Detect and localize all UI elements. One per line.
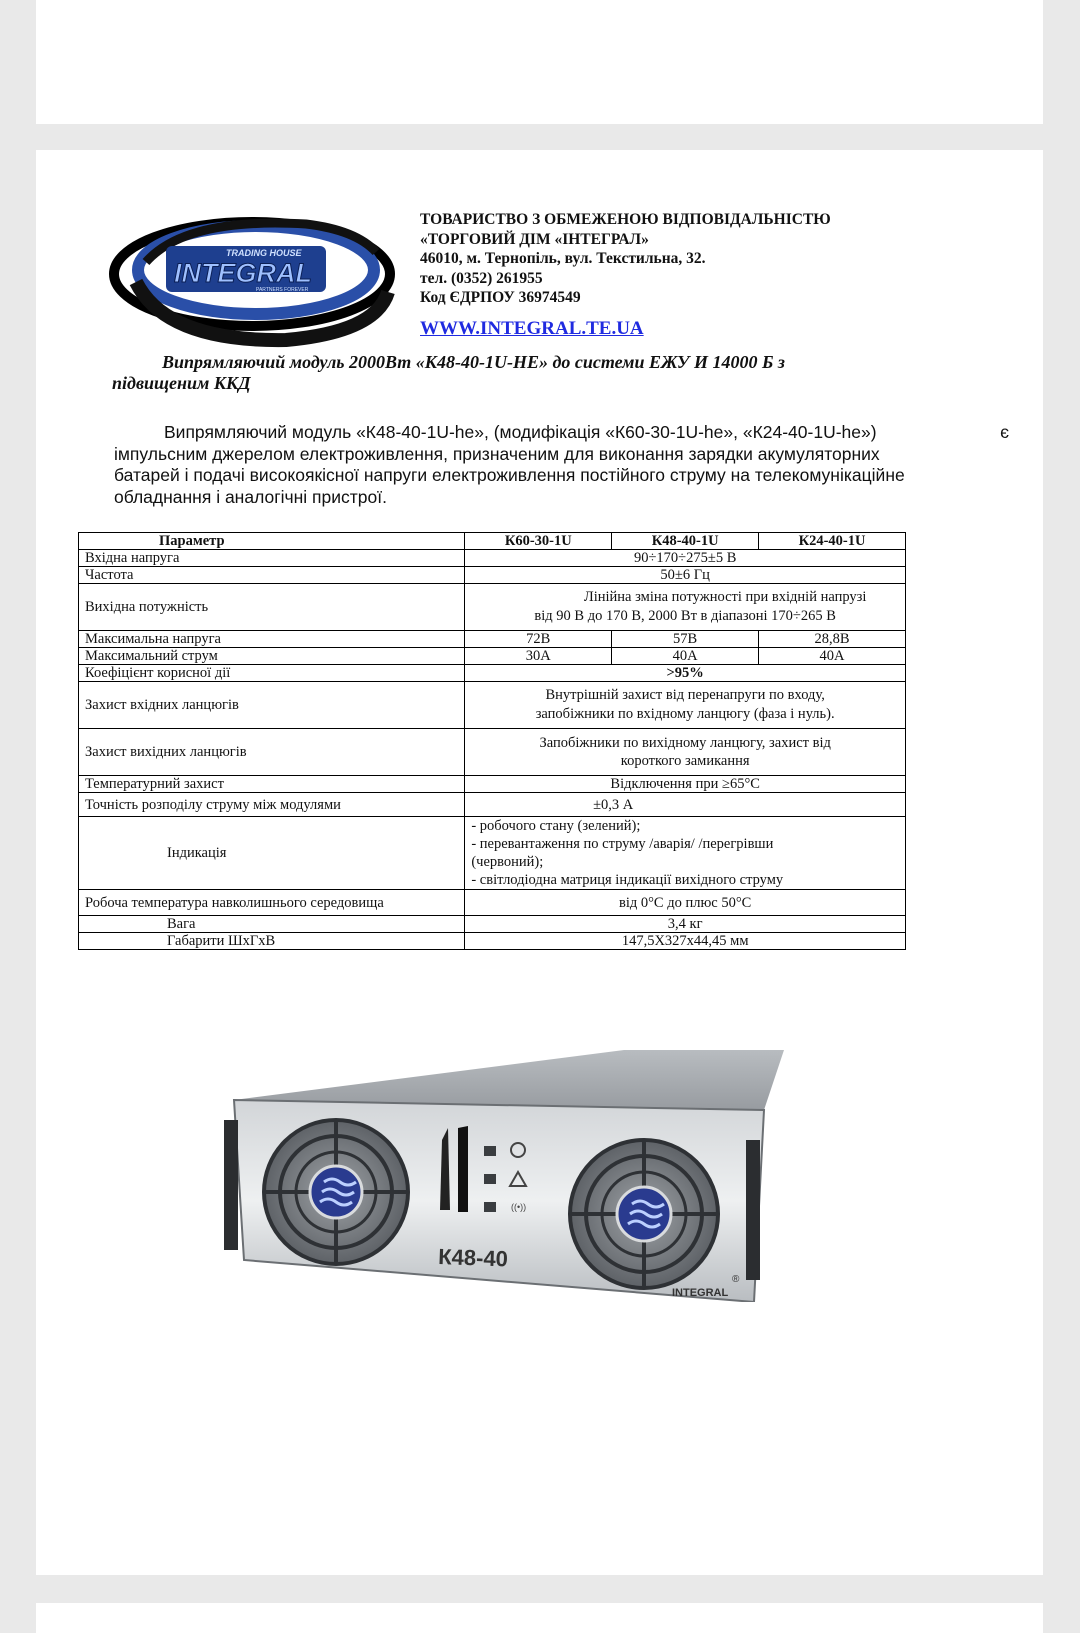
param-value-k60: 72В [465,631,612,648]
rectifier-module-photo [224,1050,784,1302]
company-info [420,210,980,308]
param-value: Внутрішній захист від перенапруги по входу, запобіжники по вхідному ланцюгу (фаза і нуль). [465,682,906,729]
registered-mark: ® [732,1274,740,1285]
logo-sub-text: PARTNERS FOREVER [256,287,309,293]
logo-top-text: TRADING HOUSE [226,248,302,258]
right-fan-icon [570,1140,718,1288]
previous-page [36,0,1043,124]
param-value: 50±6 Гц [465,567,906,584]
param-value: - робочого стану (зелений); - перевантаження по струму /аварія/ /перегрівши (червоний); - світлодіодна матриця індикації вихідного струму [465,817,906,890]
param-name: Коефіцієнт корисної дії [79,665,465,682]
title-line2: підвищеним ККД [112,373,251,393]
param-name: Частота [79,567,465,584]
header-k48: К48-40-1U [612,533,759,550]
table-row [79,665,906,682]
model-label: К48-40 [437,1244,509,1272]
next-page [36,1603,1043,1633]
param-name: Захист вихідних ланцюгів [79,729,465,776]
company-name-line2: «ТОРГОВИЙ ДІМ «ІНТЕГРАЛ» [420,230,649,248]
table-row [79,648,906,665]
integral-logo [106,212,398,352]
table-header-row [79,533,906,550]
intro-line1: Випрямляючий модуль «К48-40-1U-he», (модифікація «К60-30-1U-he», «К24-40-1U-he») є [164,422,1009,442]
param-value: 3,4 кг [465,916,906,933]
company-edrpou: Код ЄДРПОУ 36974549 [420,289,581,306]
table-row [79,890,906,916]
company-name-line1: ТОВАРИСТВО З ОБМЕЖЕНОЮ ВІДПОВІДАЛЬНІСТЮ [420,211,831,228]
table-row [79,817,906,890]
param-name: Точність розподілу струму між модулями [79,793,465,817]
param-value: Запобіжники по вихідному ланцюгу, захист від короткого замикання [465,729,906,776]
header-k60: К60-30-1U [465,533,612,550]
param-value: 147,5Х327х44,45 мм [465,933,906,950]
param-name: Вхідна напруга [79,550,465,567]
param-name: Температурний захист [79,776,465,793]
title-line1: Випрямляючий модуль 2000Вт «К48-40-1U-HE» до системи ЕЖУ И 14000 Б з [162,352,785,372]
param-name: Захист вхідних ланцюгів [79,682,465,729]
param-name: Максимальна напруга [79,631,465,648]
intro-paragraph [114,422,1009,508]
param-name: Вага [79,916,465,933]
param-name: Габарити ШхГхВ [79,933,465,950]
param-name: Індикація [79,817,465,890]
logo-main-text: INTEGRAL [174,258,312,288]
table-row [79,916,906,933]
param-value-k48: 57В [612,631,759,648]
table-row [79,567,906,584]
param-name: Робоча температура навколишнього середовища [79,890,465,916]
param-value-k60: 30А [465,648,612,665]
document-title [112,352,972,394]
intro-line4: обладнання і аналогічні пристрої. [114,486,387,507]
table-row [79,682,906,729]
company-address: 46010, м. Тернопіль, вул. Текстильна, 32. [420,250,706,267]
table-row [79,550,906,567]
param-value: 90÷170÷275±5 В [465,550,906,567]
svg-text:((•)): ((•)) [511,1202,527,1212]
brand-label: INTEGRAL [672,1287,729,1299]
left-fan-icon [264,1120,408,1264]
company-phone: тел. (0352) 261955 [420,269,543,287]
param-value: >95% [465,665,906,682]
param-value-k24: 28,8В [759,631,906,648]
param-value: від 0°С до плюс 50°С [465,890,906,916]
header-k24: К24-40-1U [759,533,906,550]
document-page [36,150,1043,1575]
header-parameter: Параметр [79,533,465,550]
specifications-table [78,532,906,950]
param-value-k48: 40А [612,648,759,665]
param-value-k24: 40А [759,648,906,665]
param-value: Лінійна зміна потужності при вхідній напрузі від 90 В до 170 В, 2000 Вт в діапазоні 170÷265 В [465,584,906,631]
table-row [79,933,906,950]
table-row [79,584,906,631]
table-row [79,729,906,776]
intro-line3: батарей і подачі високоякісної напруги електроживлення постійного струму на телекомунікаційне [114,465,905,485]
table-row [79,631,906,648]
table-row [79,793,906,817]
param-value: ±0,3 А [465,793,906,817]
param-name: Вихідна потужність [79,584,465,631]
param-value: Відключення при ≥65°С [465,776,906,793]
table-row [79,776,906,793]
param-name: Максимальний струм [79,648,465,665]
intro-line2: імпульсним джерелом електроживлення, призначеним для виконання зарядки акумуляторних [114,443,880,464]
website-link[interactable]: WWW.INTEGRAL.TE.UA [420,318,644,339]
